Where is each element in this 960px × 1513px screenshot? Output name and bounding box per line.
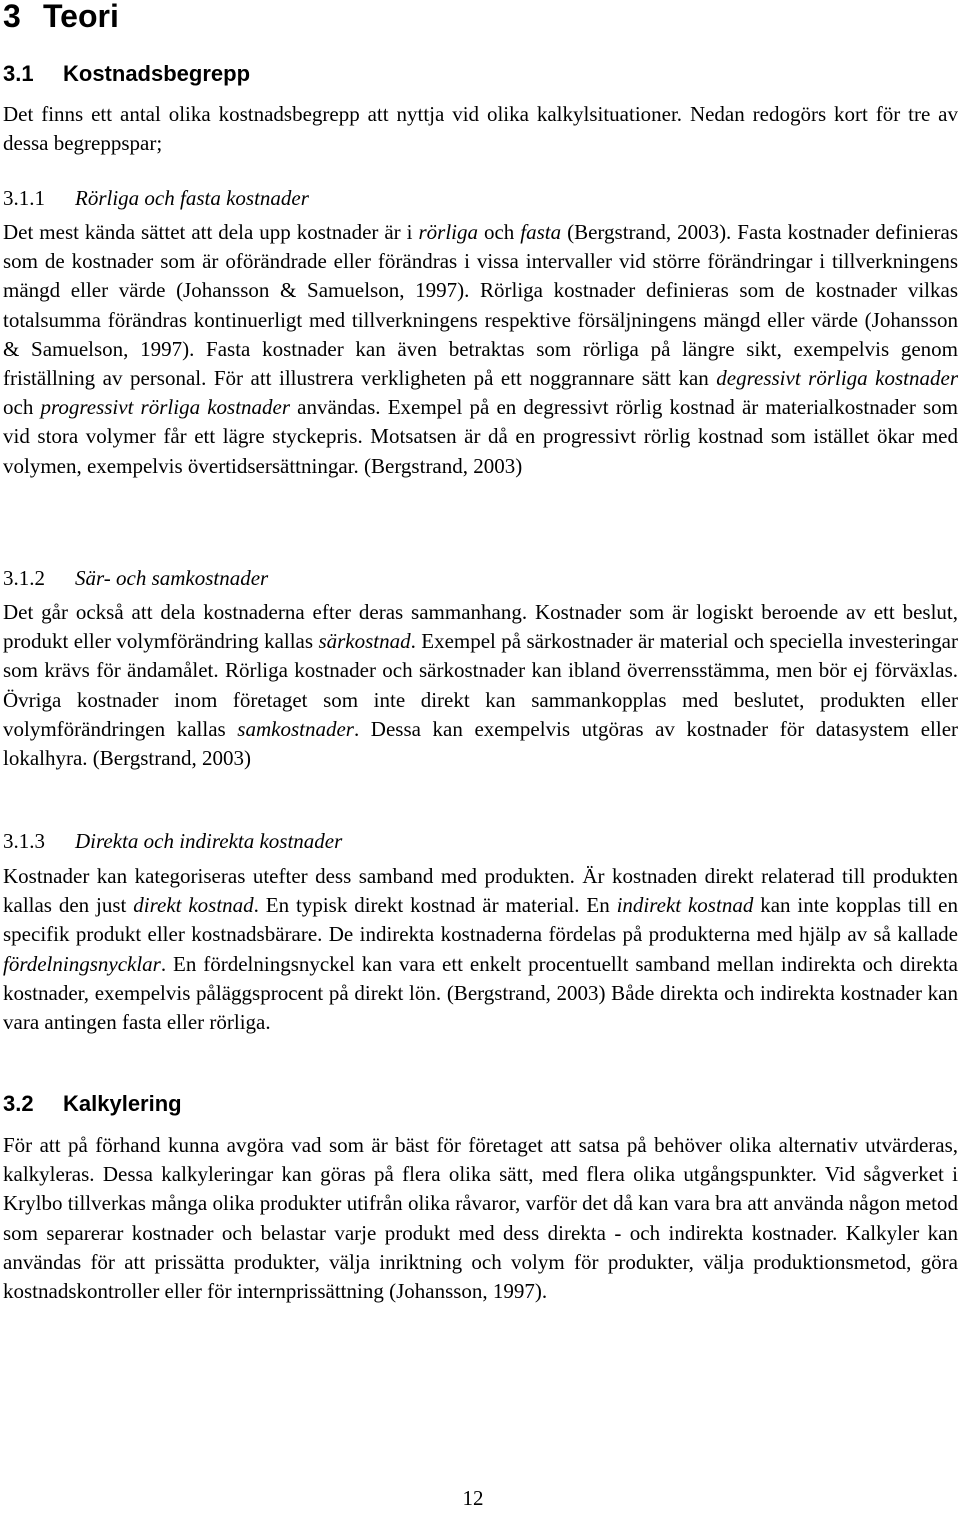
paragraph-sar-samkostnader <box>3 598 958 773</box>
paragraph-direkta-indirekta <box>3 862 958 1037</box>
subsection-title: Direkta och indirekta kostnader <box>75 829 343 853</box>
section-heading-3-1 <box>3 60 250 88</box>
chapter-number: 3 <box>3 0 21 34</box>
emphasis-term: indirekt kostnad <box>616 893 754 918</box>
subsection-heading-3-1-1 <box>3 184 309 212</box>
text-run: . Exempel på särkostnader är material och speciella investeringar som krävs för ändamålet. Rörliga kostnader och särkostnader kan ibland överrensstämma, men bör ej förväxlas. Övriga kostnader inom företaget som inte direkt kan sammankopplas med beslutet, produkten eller volymförändringen kallas <box>3 629 958 741</box>
section-title: Kostnadsbegrepp <box>63 61 251 86</box>
subsection-heading-3-1-3 <box>3 827 342 855</box>
subsection-heading-3-1-2 <box>3 564 268 592</box>
text-run: . Dessa kan exempelvis utgöras av kostnader för datasystem eller lokalhyra. (Bergstrand, 2003) <box>3 716 959 771</box>
text-run: . En fördelningsnyckel kan vara ett enkelt procentuellt samband mellan indirekta och direkta kostnader, exempelvis påläggsprocent på direkt lön. (Bergstrand, 2003) Både direkta och indirekta kostnader kan vara antingen fasta eller rörliga. <box>3 951 958 1035</box>
text-run: Det går också att dela kostnaderna efter deras sammanhang. Kostnader som är logiskt beroende av ett beslut, produkt eller volymförändring kallas <box>3 600 958 654</box>
emphasis-term: direkt kostnad <box>133 893 254 918</box>
text-run: och <box>3 395 41 420</box>
emphasis-term: fasta <box>520 220 562 244</box>
paragraph-rorliga-fasta <box>3 218 958 481</box>
section-number: 3.2 <box>3 1091 34 1116</box>
subsection-number: 3.1.2 <box>3 566 45 590</box>
emphasis-term: samkostnader <box>237 716 354 741</box>
page-number: 12 <box>462 1486 484 1510</box>
text-run: och <box>477 220 521 244</box>
text-run: (Bergstrand, 2003). Fasta kostnader definieras som de kostnader som är oförändrade eller förändras i vissa intervaller vid större förändringar i tillverkningens mängd eller värde (Johansson & Samuelson, 1997). Rörliga kostnader definieras som de kostnader vilkas totalsumma förändras kontinuerligt med tillverkningens respektive försäljningens mängd eller värde (Johansson & Samuelson, 1997). Fasta kostnader kan även betraktas som rörliga på längre sikt, exempelvis genom friställning av personal. För att illustrera verkligheten på ett noggrannare sätt kan <box>3 220 958 391</box>
emphasis-term: särkostnad <box>318 629 411 654</box>
section-heading-3-2 <box>3 1090 182 1118</box>
text-run: . En typisk direkt kostnad är material. En <box>253 893 617 918</box>
emphasis-term: fördelningsnycklar <box>3 951 161 976</box>
emphasis-term: rörliga <box>418 220 478 244</box>
text-run: Det mest kända sättet att dela upp kostnader är i <box>3 220 419 244</box>
subsection-number: 3.1.1 <box>3 186 45 210</box>
section-title: Kalkylering <box>63 1091 182 1116</box>
subsection-title: Sär- och samkostnader <box>75 566 269 590</box>
subsection-number: 3.1.3 <box>3 829 45 853</box>
text-run: Kostnader kan kategoriseras utefter dess samband med produkten. Är kostnaden direkt relaterad till produkten kallas den just <box>3 864 958 918</box>
chapter-heading <box>3 0 119 36</box>
text-run: kan inte kopplas till en specifik produkt eller kostnadsbärare. De indirekta kostnaderna fördelas på produkterna med hjälp av så kallade <box>3 893 958 947</box>
paragraph-kalkylering: För att på förhand kunna avgöra vad som är bäst för företaget att satsa på behöver olika alternativ utvärderas, kalkyleras. Dessa kalkyleringar kan göras på flera olika sätt, med flera olika utgångspunkter. Vid sågverket i Krylbo tillverkas många olika produkter utifrån olika råvaror, varför det då kan vara bra att använda någon metod som separerar kostnader och belastar varje produkt med dess direkta - och indirekta kostnader. Kalkyler kan användas för att prissätta produkter, välja inriktning och volym för produkter, välja produktionsmetod, göra kostnadskontroller eller för internprissättning (Johansson, 1997). <box>3 1133 958 1304</box>
section-number: 3.1 <box>3 61 34 86</box>
paragraph-intro: Det finns ett antal olika kostnadsbegrepp att nyttja vid olika kalkylsituationer. Nedan redogörs kort för tre av dessa begreppspar; <box>3 102 958 156</box>
emphasis-term: progressivt rörliga kostnader <box>40 395 291 420</box>
subsection-title: Rörliga och fasta kostnader <box>75 186 309 210</box>
emphasis-term: degressivt rörliga kostnader <box>716 366 958 391</box>
chapter-title: Teori <box>43 0 119 34</box>
text-run: användas. Exempel på en degressivt rörlig kostnad är materialkostnader som vid stora volymer får ett lägre styckepris. Motsatsen är då en progressivt rörlig kostnad som istället ökar med volymen, exempelvis övertidsersättningar. (Bergstrand, 2003) <box>3 395 958 478</box>
